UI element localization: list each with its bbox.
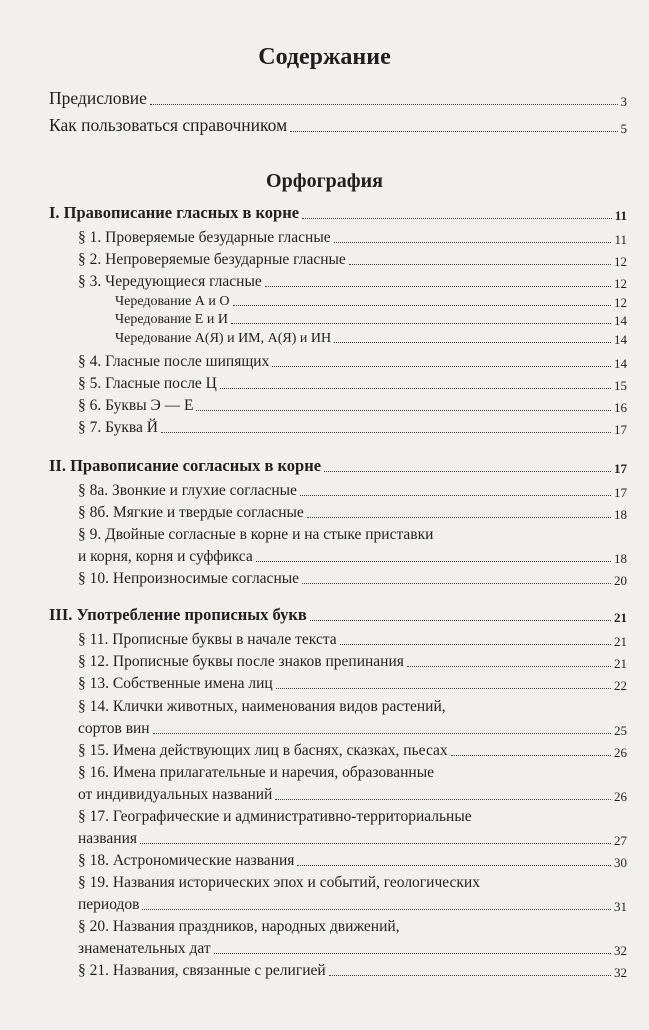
- leader-dots: [233, 305, 611, 306]
- leader-dots: [231, 323, 611, 324]
- toc-entry-label-line1: § 19. Названия исторических эпох и событий, геологических: [78, 874, 480, 891]
- toc-entry-label: § 4. Гласные после шипящих: [78, 353, 270, 370]
- leader-dots: [276, 688, 611, 689]
- toc-page-number: 30: [614, 854, 627, 870]
- section-title: Орфография: [266, 170, 383, 192]
- toc-entry-label-line1: § 20. Названия праздников, народных движений,: [78, 918, 400, 935]
- toc-subentry: [115, 295, 627, 309]
- leader-dots: [340, 644, 611, 645]
- leader-dots: [196, 410, 611, 411]
- toc-entry-label: § 3. Чередующиеся гласные: [78, 273, 262, 290]
- leader-dots: [214, 953, 611, 954]
- toc-entry-label: § 2. Непроверяемые безударные гласные: [78, 251, 346, 268]
- toc-entry: [78, 376, 627, 392]
- toc-entry-how-to-use: [49, 117, 627, 135]
- toc-page-number: 26: [614, 788, 627, 804]
- toc-entry-label: § 1. Проверяемые безударные гласные: [78, 229, 331, 246]
- toc-entry: [78, 941, 627, 957]
- toc-entry-label: сортов вин: [78, 720, 150, 737]
- toc-entry-label: знаменательных дат: [78, 940, 211, 957]
- leader-dots: [140, 843, 611, 844]
- toc-page-number: 32: [614, 942, 627, 958]
- toc-entry-label-line1: § 16. Имена прилагательные и наречия, образованные: [78, 764, 435, 781]
- toc-entry: [78, 632, 627, 648]
- toc-page-number: 27: [614, 832, 627, 848]
- leader-dots: [324, 471, 611, 472]
- toc-page-number: 21: [614, 633, 627, 649]
- leader-dots: [302, 218, 612, 219]
- toc-entry: [78, 963, 627, 979]
- leader-dots: [407, 666, 611, 667]
- toc-entry-label-line1: § 14. Клички животных, наименования видов растений,: [78, 698, 446, 715]
- toc-page-number: 20: [614, 572, 627, 588]
- toc-entry-label: Предисловие: [49, 88, 147, 108]
- toc-entry: [78, 274, 627, 290]
- leader-dots: [334, 342, 611, 343]
- toc-entry-label: от индивидуальных названий: [78, 786, 273, 803]
- toc-entry-label: III. Употребление прописных букв: [49, 605, 307, 624]
- toc-page-number: 17: [614, 421, 627, 437]
- toc-entry-label: § 18. Астрономические названия: [78, 852, 295, 869]
- toc-entry: [78, 676, 627, 692]
- leader-dots: [150, 104, 618, 105]
- toc-page-number: 17: [614, 460, 627, 476]
- toc-page-number: 12: [614, 275, 627, 291]
- toc-entry-label: § 11. Прописные буквы в начале текста: [78, 631, 337, 648]
- toc-page-number: 14: [614, 355, 627, 371]
- toc-entry: [78, 571, 627, 587]
- toc-entry-label: § 15. Имена действующих лиц в баснях, сказках, пьесах: [78, 742, 448, 759]
- toc-page-number: 12: [614, 295, 627, 310]
- toc-page-number: 11: [614, 231, 627, 247]
- toc-entry-label: и корня, корня и суффикса: [78, 548, 253, 565]
- toc-entry: [78, 787, 627, 803]
- toc-page-number: 16: [614, 399, 627, 415]
- toc-entry-label-line1: § 17. Географические и административно-территориальные: [78, 808, 472, 825]
- toc-entry: [78, 420, 627, 436]
- toc-entry: [78, 398, 627, 414]
- leader-dots: [256, 561, 611, 562]
- toc-entry: [78, 252, 627, 268]
- toc-part-1: [49, 205, 627, 222]
- toc-page-number: 18: [614, 506, 627, 522]
- toc-subentry: [115, 332, 627, 346]
- toc-page-number: 14: [614, 313, 627, 328]
- leader-dots: [302, 583, 611, 584]
- toc-page-number: 21: [614, 609, 627, 625]
- toc-entry-label: § 12. Прописные буквы после знаков препинания: [78, 653, 404, 670]
- toc-page-number: 3: [620, 93, 627, 109]
- toc-entry-label: § 6. Буквы Э — Е: [78, 397, 194, 414]
- toc-page-number: 11: [614, 207, 627, 223]
- leader-dots: [153, 733, 611, 734]
- toc-part-3: [49, 607, 627, 624]
- toc-entry-label-line1: § 9. Двойные согласные в корне и на стыке приставки: [78, 526, 434, 543]
- leader-dots: [451, 755, 611, 756]
- toc-entry-label: § 8а. Звонкие и глухие согласные: [78, 482, 297, 499]
- toc-entry-label: § 5. Гласные после Ц: [78, 375, 217, 392]
- toc-entry-label: Чередование А(Я) и ИМ, А(Я) и ИН: [115, 331, 332, 346]
- toc-page-number: 5: [620, 120, 627, 136]
- leader-dots: [272, 366, 611, 367]
- toc-entry-label: § 7. Буква Й: [78, 419, 158, 436]
- toc-entry-label: Чередование А и О: [115, 294, 230, 309]
- leader-dots: [275, 799, 611, 800]
- toc-entry: [78, 853, 627, 869]
- toc-entry: [78, 831, 627, 847]
- toc-entry: [78, 483, 627, 499]
- toc-page-number: 32: [614, 964, 627, 980]
- leader-dots: [329, 975, 611, 976]
- toc-entry: [78, 230, 627, 246]
- toc-entry: [78, 897, 627, 913]
- toc-entry-label: § 10. Непроизносимые согласные: [78, 570, 300, 587]
- page-title: Содержание: [258, 44, 391, 70]
- toc-part-2: [49, 458, 627, 475]
- toc-page-number: 14: [614, 332, 627, 347]
- toc-page-number: 22: [614, 677, 627, 693]
- toc-entry: [78, 549, 627, 565]
- toc-page-number: 17: [614, 484, 627, 500]
- toc-entry-label: Как пользоваться справочником: [49, 115, 288, 135]
- toc-page-number: 15: [614, 377, 627, 393]
- leader-dots: [161, 432, 611, 433]
- leader-dots: [300, 495, 611, 496]
- toc-page-number: 21: [614, 655, 627, 671]
- toc-entry-label: периодов: [78, 896, 140, 913]
- leader-dots: [297, 865, 611, 866]
- toc-entry: [78, 505, 627, 521]
- toc-page-number: 25: [614, 722, 627, 738]
- leader-dots: [290, 131, 617, 132]
- toc-entry-label: II. Правописание согласных в корне: [49, 456, 322, 475]
- toc-page-number: 12: [614, 253, 627, 269]
- toc-entry: [78, 354, 627, 370]
- toc-entry: [78, 721, 627, 737]
- toc-page-number: 18: [614, 550, 627, 566]
- toc-entry-label: Чередование Е и И: [115, 312, 228, 327]
- toc-entry-label: § 21. Названия, связанные с религией: [78, 962, 326, 979]
- leader-dots: [265, 286, 611, 287]
- leader-dots: [349, 264, 611, 265]
- toc-entry: [78, 743, 627, 759]
- leader-dots: [310, 620, 611, 621]
- toc-entry: [78, 654, 627, 670]
- toc-entry-label: § 13. Собственные имена лиц: [78, 675, 273, 692]
- leader-dots: [142, 909, 611, 910]
- toc-entry-label: I. Правописание гласных в корне: [49, 203, 300, 222]
- leader-dots: [220, 388, 611, 389]
- toc-entry-preface: [49, 90, 627, 108]
- toc-page-number: 31: [614, 898, 627, 914]
- toc-entry-label: названия: [78, 830, 138, 847]
- leader-dots: [334, 242, 612, 243]
- toc-page-number: 26: [614, 744, 627, 760]
- toc-entry-label: § 8б. Мягкие и твердые согласные: [78, 504, 304, 521]
- toc-subentry: [115, 313, 627, 327]
- leader-dots: [307, 517, 611, 518]
